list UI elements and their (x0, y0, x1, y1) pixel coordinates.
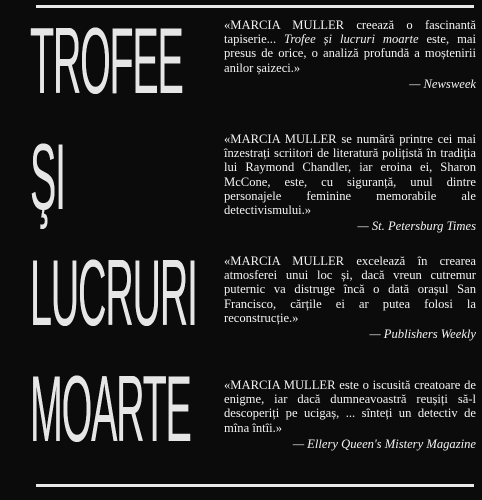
quote-book-title: Trofee și lucruri moarte (284, 32, 419, 47)
quote-text-part: «MARCIA MULLER creează o fascinantă tapiserie... (224, 18, 476, 47)
title-line-4: MOARTE (30, 356, 191, 461)
quote-text (224, 18, 476, 75)
quote-source: — Ellery Queen's Mistery Magazine (292, 436, 476, 451)
quote-text (224, 254, 476, 325)
title-line-2: ŞI (30, 124, 65, 229)
book-title (30, 8, 206, 478)
review-quote (224, 132, 476, 233)
title-line-3: LUCRURI (30, 240, 197, 345)
quote-source: — Publishers Weekly (369, 327, 476, 342)
quote-source: — Newsweek (409, 76, 476, 91)
quote-source: — St. Petersburg Times (357, 219, 476, 234)
quote-text-part: «MARCIA MULLER este o iscusită creatoare de enigme, iar dacă dumneavoastră reușiți să-l descoperiți pe ucigaș, ... sînteți un detectiv de mîna întîi.» (224, 378, 476, 435)
review-quote (224, 18, 476, 91)
quote-text-part: «MARCIA MULLER excelează în crearea atmosferei unui loc și, dacă vreun cutremur puternic va distruge încă o dată orașul San Francisco, cărțile ei ar putea folosi la reconstrucție.» (224, 254, 476, 325)
quote-text (224, 378, 476, 435)
quote-text-part: este, mai presus de orice, o analiză profundă a moștenirii anilor șaizeci.» (224, 32, 476, 75)
quote-text-part: «MARCIA MULLER se numără printre cei mai înzestrați scriitori de literatură polițistă în tradiția lui Raymond Chandler, iar eroina ei, Sharon McCone, este, cu siguranță, unul dintre personajele feminine memorabile ale detectivismului.» (224, 132, 476, 218)
quote-text (224, 132, 476, 217)
review-quote (224, 378, 476, 451)
bottom-rule (36, 484, 474, 487)
title-line-1: TROFEE (30, 8, 183, 113)
review-quote (224, 254, 476, 341)
